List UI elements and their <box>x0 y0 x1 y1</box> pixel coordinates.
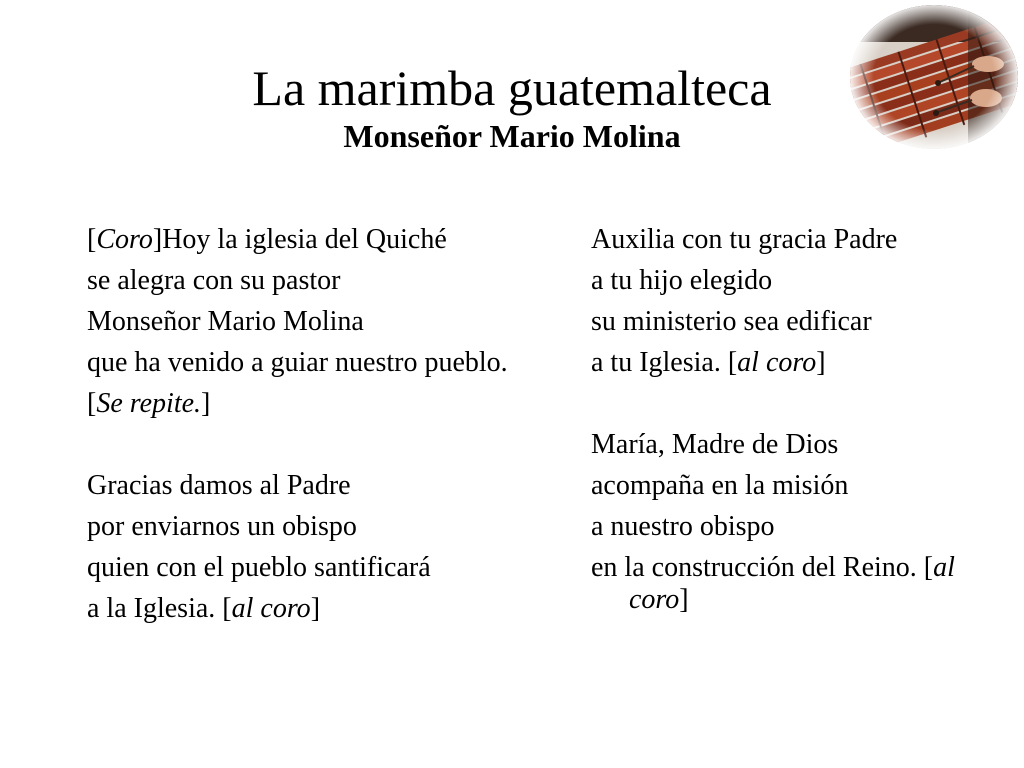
left-column <box>87 224 557 634</box>
right-column <box>591 224 1011 625</box>
verse-line: en la construcción del Reino. [al coro] <box>591 552 955 615</box>
al-coro-tag: al coro <box>737 347 817 378</box>
verse-line: Auxilia con tu gracia Padre <box>591 224 898 255</box>
verse-line: María, Madre de Dios <box>591 429 839 460</box>
verse-line: [Coro]Hoy la iglesia del Quiché <box>87 224 447 255</box>
verse-line: a nuestro obispo <box>591 511 775 542</box>
slide-subtitle: Monseñor Mario Molina <box>343 118 681 154</box>
verse-line: que ha venido a guiar nuestro pueblo. <box>87 347 508 378</box>
verse-line: Monseñor Mario Molina <box>87 306 364 337</box>
al-coro-tag: al coro <box>231 593 311 624</box>
verse-line: por enviarnos un obispo <box>87 511 357 542</box>
marimba-photo-icon <box>848 2 1020 152</box>
verse-line: a tu Iglesia. [al coro] <box>591 347 826 378</box>
verse-line: Gracias damos al Padre <box>87 470 351 501</box>
verse-line: quien con el pueblo santificará <box>87 552 431 583</box>
repite-tag: Se repite. <box>96 388 202 419</box>
coro-tag: Coro <box>96 224 153 255</box>
verse-line: a la Iglesia. [al coro] <box>87 593 321 624</box>
verse-line: se alegra con su pastor <box>87 265 341 296</box>
verse-line: acompaña en la misión <box>591 470 849 501</box>
verse-line: [Se repite.] <box>87 388 211 419</box>
al-coro-tag: al coro <box>629 552 955 615</box>
slide-title: La marimba guatemalteca <box>252 60 772 116</box>
verse-line: a tu hijo elegido <box>591 265 773 296</box>
verse-line: su ministerio sea edificar <box>591 306 872 337</box>
